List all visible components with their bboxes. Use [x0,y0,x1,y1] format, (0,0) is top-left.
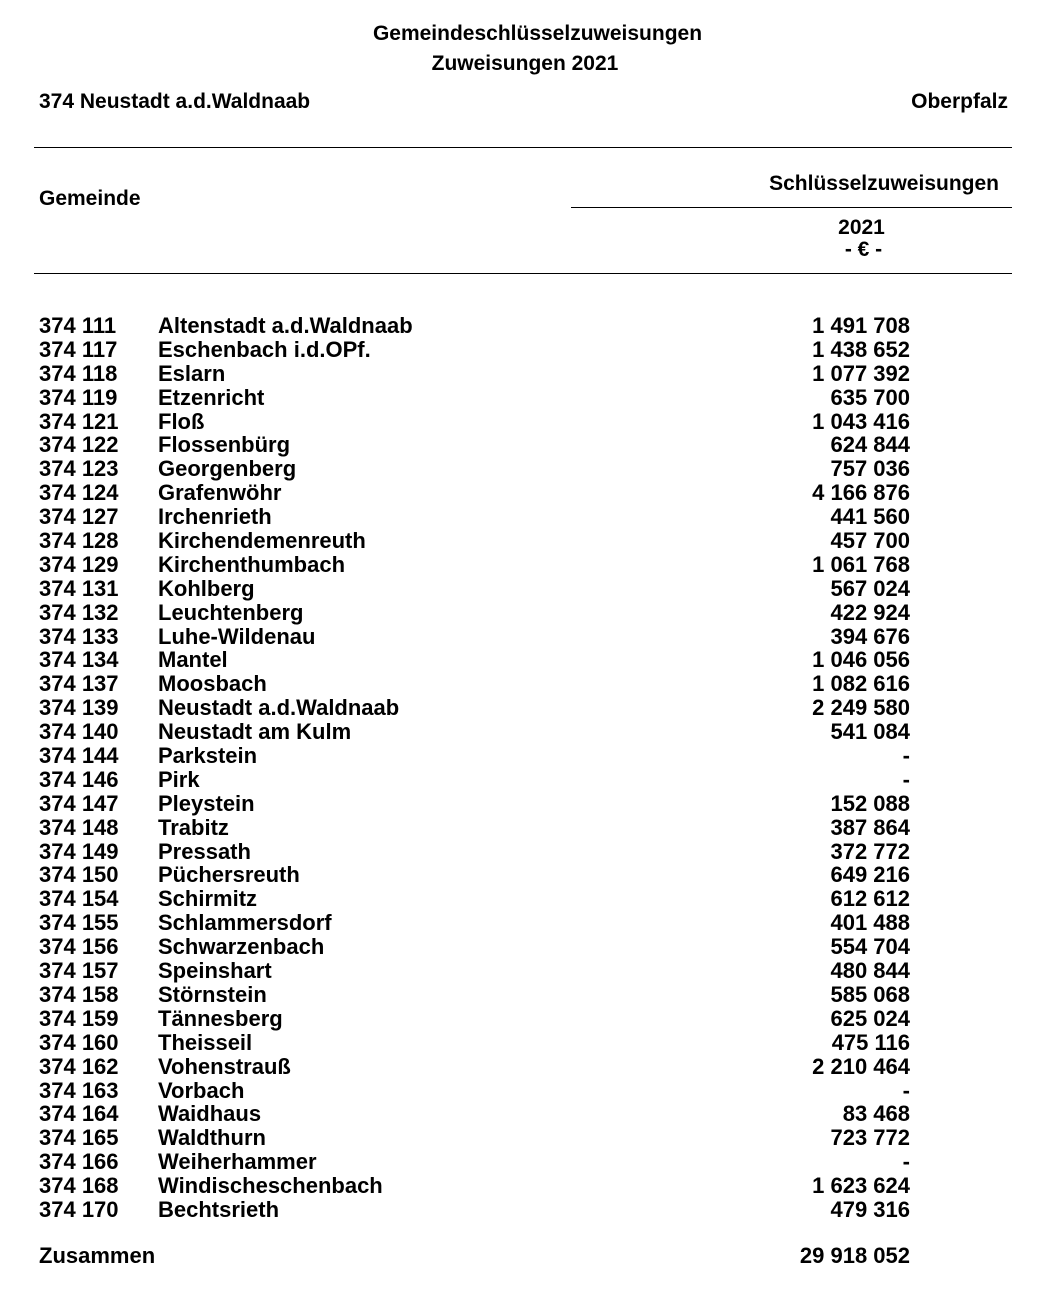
column-header-unit: - € - [844,238,883,261]
table-row [0,696,1041,720]
municipality-code: 374 118 [39,360,118,386]
table-row [0,935,1041,959]
municipality-name: Pleystein [158,790,255,816]
municipality-code: 374 154 [39,886,119,912]
municipality-code: 374 129 [39,551,119,577]
municipality-code: 374 148 [39,814,119,840]
municipality-code: 374 124 [39,480,119,506]
municipality-name: Theisseil [158,1029,253,1055]
table-row [0,601,1041,625]
allocation-value: 554 704 [830,934,910,960]
municipality-name: Schirmitz [158,886,258,912]
allocation-value: - [902,766,910,792]
municipality-code: 374 159 [39,1005,119,1031]
allocation-value: 567 024 [830,575,910,601]
municipality-name: Moosbach [158,671,267,697]
municipality-name: Tännesberg [158,1005,283,1031]
municipality-name: Störnstein [158,981,267,1007]
table-row [0,1007,1041,1031]
table-row [0,1150,1041,1174]
municipality-code: 374 160 [39,1029,119,1055]
allocation-value: 2 210 464 [812,1053,910,1079]
allocation-value: 1 046 056 [812,647,910,673]
allocation-value: 1 491 708 [812,313,910,338]
municipality-code: 374 140 [39,719,119,745]
document-subtitle: Zuweisungen 2021 [431,52,619,75]
table-row [0,911,1041,935]
allocation-value: 1 623 624 [812,1173,910,1199]
municipality-name: Luhe-Wildenau [158,623,316,649]
table-row [0,481,1041,505]
document-title: Gemeindeschlüsselzuweisungen [372,22,703,45]
allocation-value: 480 844 [830,958,910,984]
municipality-name: Pressath [158,838,251,864]
municipality-name: Leuchtenberg [158,599,304,625]
table-row [0,983,1041,1007]
total-value: 29 918 052 [799,1243,910,1268]
allocation-value: 475 116 [831,1029,910,1055]
allocation-value: 757 036 [830,456,910,482]
municipality-name: Trabitz [158,814,229,840]
allocation-value: 1 061 768 [812,551,910,577]
table-row [0,1055,1041,1079]
table-row [0,625,1041,649]
allocation-value: 625 024 [830,1005,910,1031]
table-row [0,1079,1041,1103]
allocation-value: 441 560 [830,504,910,530]
allocation-value: 394 676 [830,623,910,649]
table-row [0,410,1041,434]
table-row [0,577,1041,601]
table-row [0,1031,1041,1055]
allocation-value: 4 166 876 [812,480,910,506]
table-row [0,959,1041,983]
municipality-code: 374 170 [39,1196,119,1222]
table-row [0,338,1041,362]
municipality-name: Mantel [158,647,228,673]
district-label: 374 Neustadt a.d.Waldnaab [39,90,311,113]
table-row [0,1102,1041,1126]
municipality-table [0,314,1041,1222]
municipality-name: Etzenricht [158,384,265,410]
municipality-code: 374 162 [39,1053,119,1079]
allocation-value: 372 772 [830,838,910,864]
municipality-name: Kirchendemenreuth [158,528,366,554]
municipality-code: 374 149 [39,838,119,864]
table-row [0,314,1041,338]
table-row [0,887,1041,911]
table-row [0,457,1041,481]
total-label: Zusammen [39,1243,156,1268]
municipality-name: Eslarn [158,360,226,386]
table-row [0,433,1041,457]
municipality-code: 374 165 [39,1125,119,1151]
municipality-name: Weiherhammer [158,1149,317,1175]
table-row [0,816,1041,840]
table-row [0,529,1041,553]
municipality-name: Kirchenthumbach [158,551,346,577]
table-row [0,1174,1041,1198]
municipality-name: Waidhaus [158,1101,262,1127]
allocation-value: 635 700 [830,384,910,410]
allocation-value: 2 249 580 [812,695,910,721]
municipality-code: 374 147 [39,790,119,816]
allocation-value: 649 216 [830,862,910,888]
municipality-code: 374 119 [39,384,118,410]
municipality-code: 374 157 [39,958,119,984]
allocation-value: 585 068 [830,981,910,1007]
municipality-code: 374 139 [39,695,119,721]
allocation-value: 1 077 392 [812,360,910,386]
municipality-code: 374 123 [39,456,119,482]
column-group-rule [571,207,1012,208]
municipality-name: Pirk [158,766,200,792]
municipality-name: Neustadt am Kulm [158,719,352,745]
allocation-value: - [902,743,910,769]
municipality-code: 374 163 [39,1077,119,1103]
municipality-name: Parkstein [158,743,258,769]
allocation-value: 479 316 [830,1196,910,1222]
table-row [0,648,1041,672]
municipality-name: Vohenstrauß [158,1053,291,1079]
municipality-name: Schlammersdorf [158,910,332,936]
municipality-code: 374 111 [39,313,117,338]
municipality-code: 374 134 [39,647,119,673]
municipality-code: 374 164 [39,1101,119,1127]
allocation-value: 457 700 [830,528,910,554]
allocation-value: 422 924 [830,599,910,625]
municipality-name: Eschenbach i.d.OPf. [158,336,371,362]
region-label: Oberpfalz [911,90,1008,113]
allocation-value: 1 082 616 [812,671,910,697]
table-row [0,768,1041,792]
table-row [0,1198,1041,1222]
column-header-schluesselzuweisungen: Schlüsselzuweisungen [769,172,999,195]
municipality-code: 374 122 [39,432,119,458]
municipality-name: Püchersreuth [158,862,300,888]
municipality-code: 374 150 [39,862,119,888]
municipality-code: 374 132 [39,599,119,625]
allocation-value: - [902,1149,910,1175]
allocation-value: - [902,1077,910,1103]
municipality-code: 374 166 [39,1149,119,1175]
allocation-value: 723 772 [830,1125,910,1151]
municipality-name: Bechtsrieth [158,1196,280,1222]
allocation-value: 612 612 [830,886,910,912]
municipality-name: Altenstadt a.d.Waldnaab [158,313,413,338]
table-row [0,744,1041,768]
municipality-name: Neustadt a.d.Waldnaab [158,695,400,721]
allocation-value: 1 438 652 [812,336,910,362]
allocation-value: 83 468 [842,1101,910,1127]
municipality-name: Floß [158,408,205,434]
municipality-code: 374 133 [39,623,119,649]
header-top-rule [34,147,1012,148]
table-row [0,840,1041,864]
municipality-name: Georgenberg [158,456,297,482]
municipality-code: 374 144 [39,743,119,769]
municipality-name: Grafenwöhr [158,480,282,506]
allocation-value: 541 084 [830,719,910,745]
table-row [0,792,1041,816]
municipality-name: Flossenbürg [158,432,291,458]
municipality-code: 374 168 [39,1173,119,1199]
municipality-code: 374 121 [39,408,119,434]
municipality-code: 374 146 [39,766,119,792]
municipality-name: Kohlberg [158,575,255,601]
table-row [0,386,1041,410]
municipality-name: Vorbach [158,1077,245,1103]
municipality-name: Windischeschenbach [158,1173,383,1199]
municipality-code: 374 131 [39,575,119,601]
column-header-gemeinde: Gemeinde [39,187,141,210]
municipality-code: 374 158 [39,981,119,1007]
table-row [0,1126,1041,1150]
municipality-code: 374 128 [39,528,119,554]
allocation-value: 624 844 [830,432,910,458]
municipality-code: 374 156 [39,934,119,960]
table-row [0,505,1041,529]
column-header-year: 2021 [838,216,885,239]
allocation-value: 401 488 [830,910,910,936]
municipality-name: Irchenrieth [158,504,272,530]
table-row [0,362,1041,386]
municipality-name: Schwarzenbach [158,934,325,960]
allocation-value: 152 088 [830,790,910,816]
municipality-code: 374 137 [39,671,119,697]
table-row [0,553,1041,577]
allocation-value: 1 043 416 [812,408,910,434]
header-bottom-rule [34,273,1012,274]
municipality-code: 374 127 [39,504,119,530]
municipality-name: Speinshart [158,958,272,984]
table-row [0,720,1041,744]
allocation-value: 387 864 [830,814,910,840]
municipality-code: 374 155 [39,910,119,936]
table-row [0,863,1041,887]
municipality-name: Waldthurn [158,1125,266,1151]
table-row [0,672,1041,696]
municipality-code: 374 117 [39,336,118,362]
